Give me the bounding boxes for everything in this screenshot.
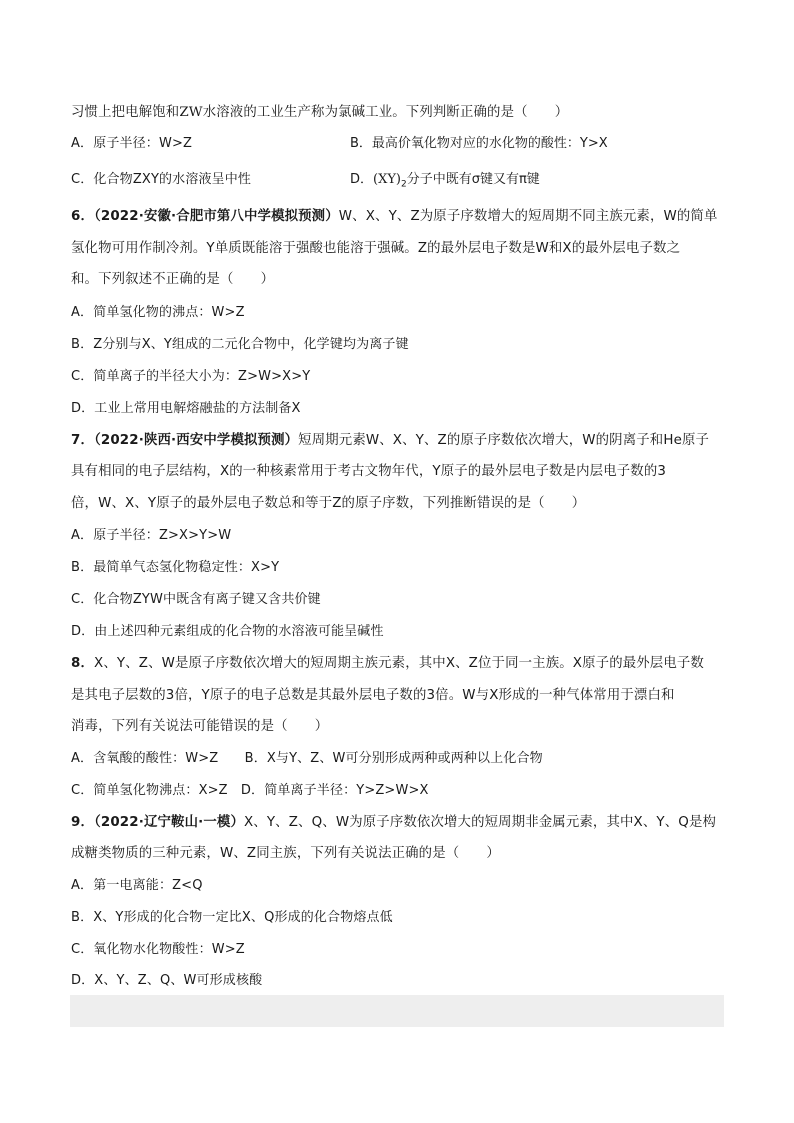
question-8-line-2: 是其电子层数的3倍，Y原子的电子总数是其最外层电子数的3倍。W与X形成的一种气体常用于漂白和 bbox=[71, 688, 675, 703]
question-text: X、Y、Z、Q、W为原子序数依次增大的短周期非金属元素，其中X、Y、Q是构 bbox=[243, 815, 717, 830]
question-text: W、X、Y、Z为原子序数增大的短周期不同主族元素，W的简单 bbox=[338, 209, 718, 224]
q5-option-a: A．原子半径：W>Z bbox=[71, 136, 193, 151]
question-number: 9． bbox=[71, 815, 95, 830]
question-6-line-3: 和。下列叙述不正确的是（ ） bbox=[71, 272, 275, 287]
q8-options-cd: C．简单氢化物沸点：X>Z D．简单离子半径：Y>Z>W>X bbox=[71, 783, 429, 798]
q6-option-d: D．工业上常用电解熔融盐的方法制备X bbox=[71, 401, 301, 416]
q5-option-d bbox=[350, 170, 540, 195]
q6-option-b: B．Z分别与X、Y组成的二元化合物中，化学键均为离子键 bbox=[71, 337, 409, 352]
stem-text: 习惯上把电解饱和 bbox=[71, 105, 180, 120]
formula-zw: ZW bbox=[179, 105, 203, 120]
question-text: 短周期元素W、X、Y、Z的原子序数依次增大，W的阴离子和He原子 bbox=[298, 433, 710, 448]
q6-option-a: A．简单氢化物的沸点：W>Z bbox=[71, 305, 245, 320]
question-source: （2022·辽宁鞍山·一模） bbox=[94, 815, 244, 830]
q9-option-c: C．氧化物水化物酸性：W>Z bbox=[71, 942, 245, 957]
question-7-line-2: 具有相同的电子层结构，X的一种核素常用于考古文物年代，Y原子的最外层电子数是内层电子数的3 bbox=[71, 464, 667, 479]
question-6-line-2: 氢化物可用作制冷剂。Y单质既能溶于强酸也能溶于强碱。Z的最外层电子数是W和X的最外层电子数之 bbox=[71, 241, 681, 256]
q5-option-c: C．化合物ZXY的水溶液呈中性 bbox=[71, 172, 252, 187]
q7-option-b: B．最简单气态氢化物稳定性：X>Y bbox=[71, 560, 280, 575]
option-d-text: 分子中既有σ键又有π键 bbox=[406, 172, 540, 187]
question-8-line-1 bbox=[71, 654, 704, 674]
stem-text-end: 水溶液的工业生产称为氯碱工业。下列判断正确的是（ ） bbox=[202, 105, 569, 120]
q9-option-d: D．X、Y、Z、Q、W可形成核酸 bbox=[71, 973, 263, 988]
question-7-line-3: 倍，W、X、Y原子的最外层电子数总和等于Z的原子序数，下列推断错误的是（ ） bbox=[71, 496, 586, 511]
q7-option-c: C．化合物ZYW中既含有离子键又含共价键 bbox=[71, 592, 321, 607]
question-8-line-3: 消毒，下列有关说法可能错误的是（ ） bbox=[71, 719, 329, 734]
q5-option-b: B．最高价氧化物对应的水化物的酸性：Y>X bbox=[350, 136, 608, 151]
q7-option-d: D．由上述四种元素组成的化合物的水溶液可能呈碱性 bbox=[71, 624, 384, 639]
q7-option-a: A．原子半径：Z>X>Y>W bbox=[71, 528, 232, 543]
question-source: （2022·陕西·西安中学模拟预测） bbox=[94, 433, 299, 448]
question-9-line-1 bbox=[71, 813, 716, 833]
question-6-line-1 bbox=[71, 207, 718, 227]
question-7-line-1 bbox=[71, 431, 709, 451]
question-5-stem bbox=[71, 103, 568, 123]
q9-option-a: A．第一电离能：Z<Q bbox=[71, 878, 203, 893]
shaded-bar bbox=[70, 995, 724, 1027]
q6-option-c: C．简单离子的半径大小为：Z>W>X>Y bbox=[71, 369, 311, 384]
question-9-line-2: 成糖类物质的三种元素，W、Z同主族，下列有关说法正确的是（ ） bbox=[71, 846, 500, 861]
question-number: 8． bbox=[71, 656, 95, 671]
question-number: 6． bbox=[71, 209, 95, 224]
option-d-label: D． bbox=[350, 172, 374, 187]
question-text: X、Y、Z、W是原子序数依次增大的短周期主族元素，其中X、Z位于同一主族。X原子的最外层电子数 bbox=[94, 656, 704, 671]
q9-option-b: B．X、Y形成的化合物一定比X、Q形成的化合物熔点低 bbox=[71, 910, 393, 925]
subscript: 2 bbox=[401, 179, 407, 190]
question-number: 7． bbox=[71, 433, 95, 448]
q8-options-ab: A．含氧酸的酸性：W>Z B．X与Y、Z、W可分别形成两种或两种以上化合物 bbox=[71, 751, 543, 766]
formula-xy2: (XY) bbox=[373, 172, 401, 187]
question-source: （2022·安徽·合肥市第八中学模拟预测） bbox=[94, 209, 339, 224]
